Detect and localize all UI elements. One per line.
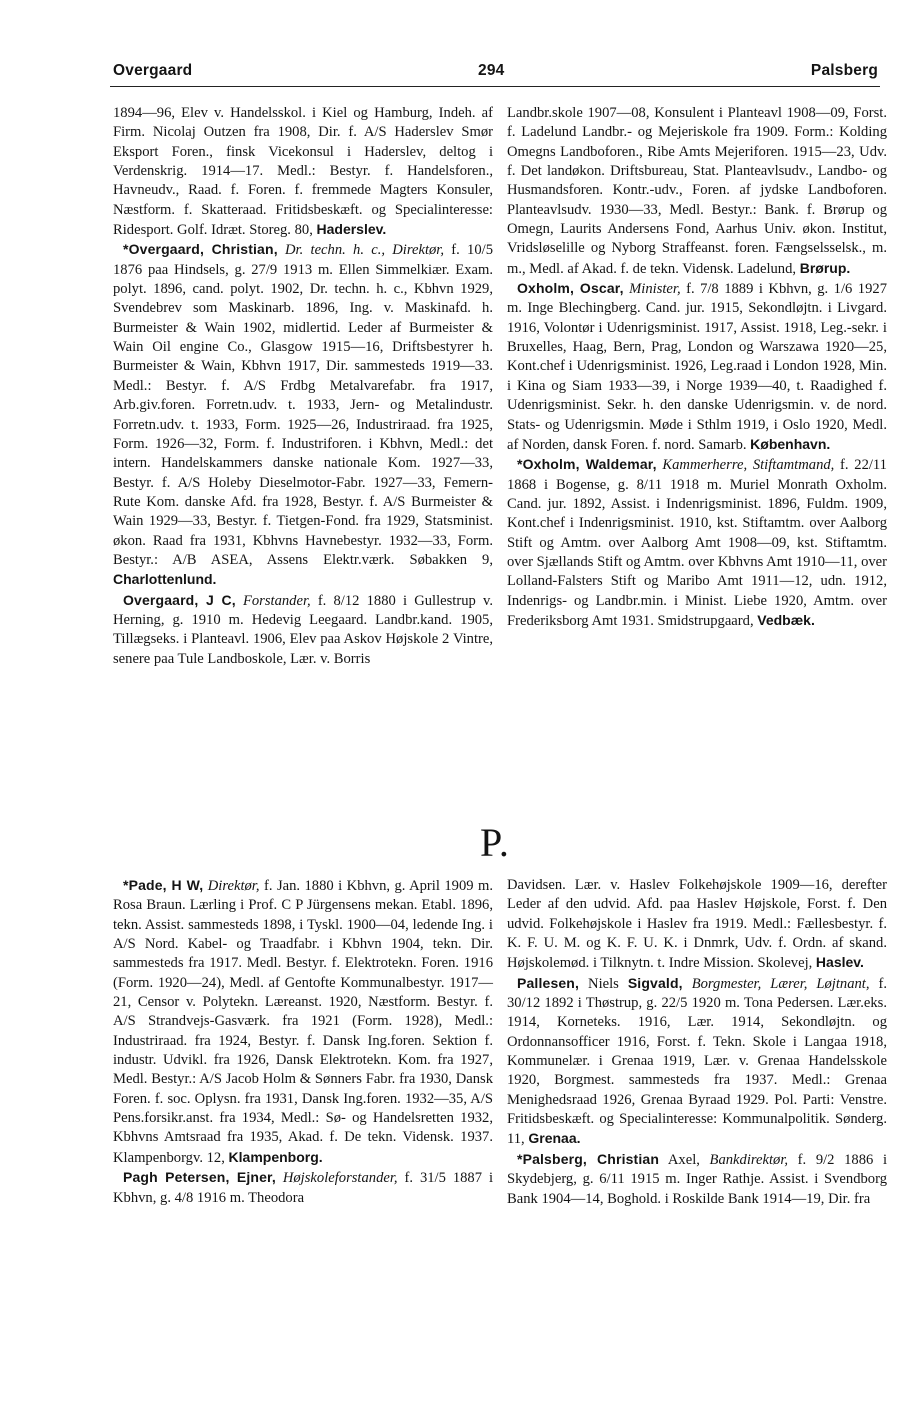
entry-oxholm-waldemar	[507, 455, 887, 631]
entry-title: Direktør,	[207, 878, 260, 894]
entry-name: Pallesen,	[517, 974, 580, 991]
entry-name: *Pade, H W,	[123, 877, 204, 893]
entry-text: Landbr.skole 1907—08, Konsulent i Planteavl 1908—09, Forst. f. Ladelund Landbr.- og Mejeriskole fra 1909. Form.: Kolding Omegns Landboforen., Ribe Amts Mejeriforen. 1915—23, Udv. f. Det landøkon. Driftsbureau, Stat. Planteavlsudv., Landbo- og Husmandsforen. Kontr.-udv., Foren. af jydske Landboforen. Planteavlsudv. 1930—33, Medl. Bestyr.: Bank. f. Brørup og Omegn, Laurits Andersens Fond, Aarhus Univ. økon. Institut, Vridsløselille og Nyborg Straffeanst. foren. Fængselsselsk., m. m., Medl. af Akad. f. de tekn. Vidensk. Ladelund,	[507, 105, 887, 277]
entry-place: København.	[750, 435, 831, 452]
entry-oxholm-oscar	[507, 279, 887, 455]
entry-text: f. 22/11 1868 i Bogense, g. 8/11 1918 m. Muriel Monrath Oxholm. Cand. jur. 1892, Assist. i Indenrigsminist. 1896, Fuldm. 1909, Kont.chef i Indenrigsminist. 1910, kst. Stiftamtm. over Aalborg Stift og Amtm. over Aalborg Amt 1908—09, kst. Stiftamtm. over Sjællands Stift og Amtm. over Kbhvns Amt 1910—11, over Lolland-Falsters Stift og Maribo Amt 1911—12, udn. 1912, Indenrigs- og Landbr.min. i Minist. Liebe 1920, Amtm. over Frederiksborg Amt 1931. Smidstrupgaard,	[507, 457, 887, 629]
entry-name: *Oxholm, Waldemar,	[517, 456, 657, 473]
entry-place: Klampenborg.	[228, 1148, 323, 1165]
running-head-left: Overgaard	[113, 62, 193, 79]
header-rule	[110, 86, 880, 87]
section-letter: P.	[480, 820, 510, 865]
entry-text: f. 8/12 1880 i Gullestrup v. Herning, g. 1910 m. Hedevig Leegaard. Landbr.kand. 1905, Tillægseks. i Planteavl. 1906, Elev paa Askov Højskole 2 Vintre, senere paa Tule Landboskole, Lær. v. Borris	[113, 592, 493, 667]
entry-text: f. 7/8 1889 i Kbhvn, g. 1/6 1927 m. Inge Blechingberg. Cand. jur. 1915, Sekondløjtn. i Livgard. 1916, Volontør i Udenrigsminist. 1917, Assist. 1918, Leg.-sekr. i Bruxelles, Haag, Bern, Prag, London og Warszawa 1920—25, Kont.chef i Udenrigsminist. 1926, Leg.raad i London 1928, Min. i Kina og Siam 1933—39, i Norge 1939—40, t. Raadighed f. Udenrigsminist. Sekr. h. den danske Udenrigsmin. v. de nord. Stats- og Udenrigsmin. Møde i Sthlm 1919, i Oslo 1920, Medl. af Norden, dansk Foren. f. nord. Samarb.	[507, 281, 887, 453]
entry-name: Pagh Petersen, Ejner,	[123, 1169, 276, 1186]
entry-overgaard-christian	[113, 240, 493, 590]
entry-place: Grenaa.	[528, 1130, 581, 1147]
entry-name: *Palsberg, Christian	[517, 1150, 660, 1167]
entry-first-name: Axel,	[659, 1151, 700, 1168]
entry-text: f. 30/12 1892 i Thøstrup, g. 22/5 1920 m. Tona Pedersen. Lær.eks. 1914, Korneteks. 1916, Lær. 1914, Sekondløjtn. og Ordonnansofficer 1916, Forst. f. Tekn. Skole i Langaa 1918, Kommunelær. i Grenaa 1919, Lær. v. Grenaa Handelsskole 1920, Borgmest. sammesteds fra 1937. Medl.: Grenaa Menighedsraad 1926, Grenaa Byraad 1929. Pol. Parti: Venstre. Fritidsbeskæft. og Specialinteresse: Kommunalpolitik. Sønderg. 11,	[507, 975, 887, 1148]
entry-title: Højskoleforstander,	[282, 1170, 398, 1187]
entry-title: Kammerherre, Stiftamtmand,	[662, 457, 835, 474]
column-lower-left	[113, 876, 493, 1208]
entry-title: Forstander,	[242, 592, 311, 609]
entry-place: Haslev.	[815, 954, 864, 971]
entry-text: f. 10/5 1876 paa Hindsels, g. 27/9 1913 m. Ellen Simmelkiær. Exam. polyt. 1896, cand. polyt. 1902, Dr. techn. h. c., Kbhvn 1929, Svendebrev som Maskinarb. 1896, Ing. v. Maskinafd. h. Burmeister & Wain 1902, midlertid. Leder af Burmeister & Wain Oil engine Co., Glasgow 1915—16, Driftsbestyrer h. Burmeister & Wain, Kbhvn 1917, Dir. sammesteds 1919—33. Medl.: Bestyr. f. A/S Frdbg Metalvarefabr. fra 1917, Arb.giv.foren. Forretn.udv. t. 1933, Jern- og Metalindustr. Forretn.udv. t. 1933, Form. 1925—26, Industriraad. fra 1925, Form. 1926—32, Form. f. Industriforen. i Kbhvn, Medl.: det intern. Handelskammers danske nationale Kom. 1927—33, Bestyr. f. A/S Holeby Dieselmotor-Fabr. 1927—33, Femern-Rute Kom. danske Afd. fra 1928, Bestyr. f. A/S Burmeister & Wain 1929—33, Bestyr. f. Tietgen-Fond. fra 1929, Statsminist. økon. Raad fra 1931, Kbhvns Havnebestyr. 1932—33, Form. Bestyr.: A/B ASEA, Assens Elektr.værk. Søbakken 9,	[113, 242, 493, 568]
entry-name: Oxholm, Oscar,	[517, 280, 624, 297]
entry-text: f. 9/2 1886 i Skydebjerg, g. 6/11 1915 m. Inger Rathje. Assist. i Svendborg Bank 1904—14, Boghold. i Roskilde Bank 1914—19, Dir. fra	[507, 1151, 888, 1207]
entry-pagh-petersen	[113, 1168, 493, 1208]
entry-text: Davidsen. Lær. v. Haslev Folkehøjskole 1909—16, derefter Leder af den udvid. Afd. paa Haslev Højskole, Forst. f. Den udvid. Folkehøjskole i Haslev fra 1919. Medl.: Fællesbestyr. f. K. F. U. M. og K. F. U. K. i Dnmrk, Udv. f. Ordn. af skand. Højskolemød. i Tilknytn. t. Indre Mission. Skolevej,	[507, 877, 887, 972]
entry-continuation	[113, 104, 493, 240]
column-lower-right	[507, 876, 887, 1209]
entry-name: Overgaard, J C,	[123, 591, 236, 608]
entry-palsberg	[507, 1150, 887, 1209]
entry-text: f. 31/5 1887 i Kbhvn, g. 4/8 1916 m. Theodora	[113, 1170, 493, 1206]
entry-title: Bankdirektør,	[709, 1151, 789, 1168]
column-upper-right	[507, 104, 887, 631]
running-head-right: Palsberg	[810, 62, 878, 79]
entry-title: Borgmester, Lærer, Løjtnant,	[691, 975, 870, 992]
entry-pallesen	[507, 974, 887, 1150]
entry-name: Sigvald,	[627, 974, 683, 991]
entry-text: f. Jan. 1880 i Kbhvn, g. April 1909 m. Rosa Braun. Lærling i Prof. C P Jürgensens mekan. Etabl. 1896, tekn. Assist. sammesteds 1898, i Tyskl. 1900—04, ledende Ing. i A/S Nord. Kabel- og Traadfabr. i Kbhvn 1904, tekn. Dir. sammesteds fra 1917. Medl. Bestyr. f. Elektrotekn. Foren. 1916 (Form. 1920—24), Medl. af Gentofte Kommunalbestyr. 1917—21, Censor v. Polytekn. Læreanst. 1920, Næstform. Bestyr. f. A/S Strandvejs-Gasværk. fra 1921 (Form. 1928), Medl.: Industriraad. fra 1924, Bestyr. f. Dansk Ing.foren. Sektion f. industr. Udvikl. fra 1926, Dansk Elektrotekn. Kom. fra 1927, Medl. Bestyr.: A/S Jacob Holm & Sønners Fabr. fra 1930, Dansk Foren. f. soc. Oplysn. fra 1931, Dansk Ing.foren. 1932—35, A/S Pens.forsikr.anst. fra 1934, Medl.: Sø- og Handelsretten 1932, Kbhvns Amtsraad fra 1935, Akad. f. De tekn. Vidensk. 1937. Klampenborgv. 12,	[113, 878, 494, 1166]
entry-pade	[113, 876, 493, 1168]
entry-continuation	[507, 876, 887, 974]
page-number: 294	[478, 62, 505, 79]
entry-title: Dr. techn. h. c., Direktør,	[285, 242, 445, 259]
entry-continuation	[507, 104, 887, 279]
entry-title: Minister,	[629, 281, 681, 298]
column-upper-left	[113, 104, 493, 669]
entry-text: 1894—96, Elev v. Handelsskol. i Kiel og Hamburg, Indeh. af Firm. Nicolaj Outzen fra 1908, Dir. f. A/S Haderslev Smør Eksport Foren., finsk Vicekonsul i Haderslev, deltog i Verdenskrig. 1914—17. Medl.: Bestyr. f. Handelsforen., Havneudv., Raad. f. Foren. f. fremmede Magters Konsuler, Næstform. f. Skatteraad. Fritidsbeskæft. og Specialinteresse: Ridesport. Golf. Idræt. Storeg. 80,	[113, 105, 493, 239]
entry-overgaard-jc	[113, 591, 493, 669]
entry-place: Brørup.	[799, 259, 851, 276]
entry-place: Vedbæk.	[757, 611, 815, 628]
entry-name: *Overgaard, Christian,	[123, 241, 278, 258]
entry-place: Haderslev.	[316, 221, 387, 238]
entry-first-name: Niels	[579, 975, 628, 992]
entry-place: Charlottenlund.	[113, 571, 217, 588]
